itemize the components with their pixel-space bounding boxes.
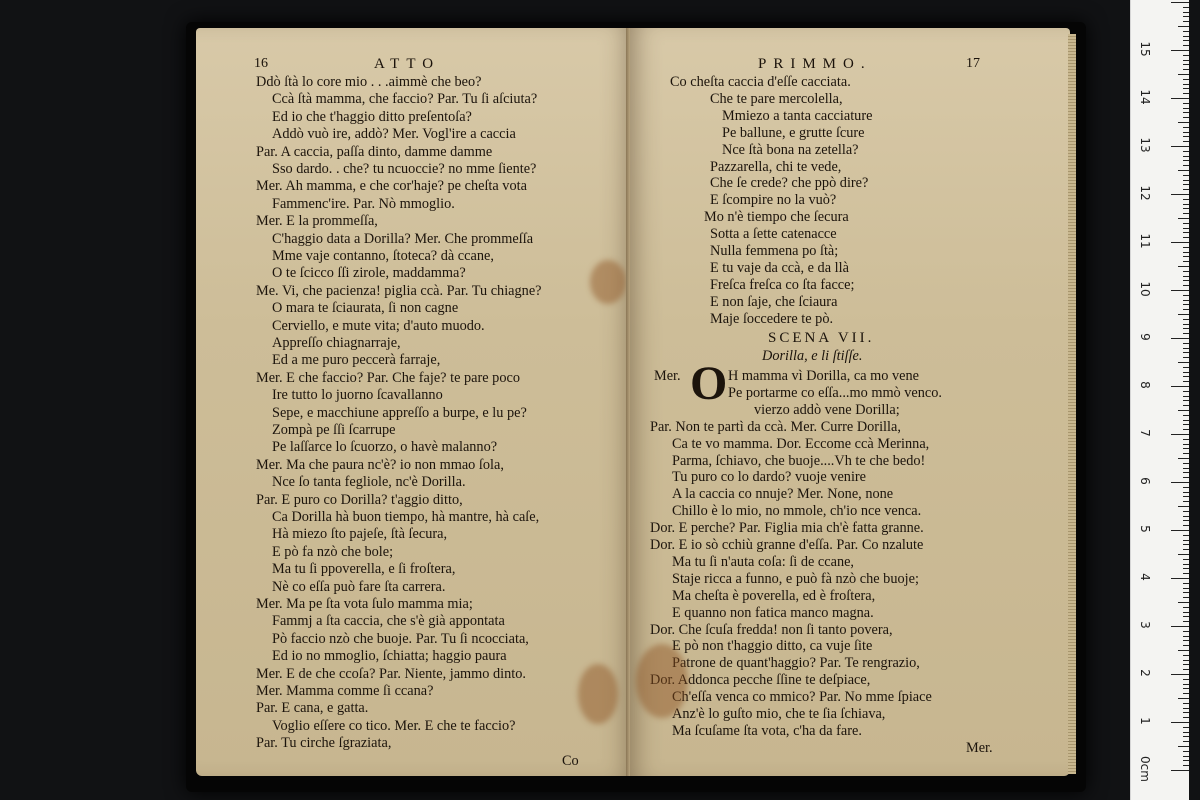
ruler-tick	[1183, 261, 1189, 262]
ruler-tick	[1183, 501, 1189, 502]
ruler-tick	[1183, 636, 1189, 637]
ruler-tick	[1183, 405, 1189, 406]
ruler-tick	[1183, 684, 1189, 685]
text-line: Ma cheſta è poverella, ed è froſtera,	[672, 587, 876, 604]
ruler-tick	[1183, 348, 1189, 349]
text-line: Appreſſo chiagnarraje,	[272, 335, 401, 351]
ruler-tick	[1178, 74, 1189, 75]
text-line: Patrone de quant'haggio? Par. Te rengrazio,	[672, 655, 920, 672]
ruler-tick	[1183, 223, 1189, 224]
text-line: Mer. Ah mamma, e che cor'haje? pe cheſta vota	[256, 178, 527, 195]
text-line: Anz'è lo guſto mio, che te ſia ſchiava,	[672, 706, 886, 722]
ruler-tick	[1183, 93, 1189, 94]
text-line: Ca Dorilla hà buon tiempo, hà mantre, hà caſe,	[272, 509, 540, 525]
ruler-tick	[1183, 616, 1189, 617]
ruler-tick	[1183, 271, 1189, 272]
ruler-tick	[1183, 108, 1189, 109]
ruler-tick	[1171, 530, 1189, 531]
right-running-head: PRIMMO.	[758, 56, 872, 72]
ruler-tick	[1183, 400, 1189, 401]
ruler-tick	[1183, 372, 1189, 373]
speaker-label: Mer.	[654, 368, 681, 384]
ruler-tick	[1171, 434, 1189, 435]
text-line: Mer. E che faccio? Par. Che faje? te pare poco	[256, 369, 520, 386]
ruler-tick	[1183, 760, 1189, 761]
ruler-number: 12	[1138, 185, 1152, 201]
text-line: Mer. Ma pe ſta vota ſulo mamma mia;	[256, 596, 473, 612]
ruler-tick	[1183, 588, 1189, 589]
ruler-number: 0cm	[1138, 756, 1152, 782]
text-line: Ddò ſtà lo core mio . . .aimmè che beo?	[256, 74, 482, 90]
ruler-tick	[1183, 463, 1189, 464]
ruler-tick	[1183, 516, 1189, 517]
text-line: Pe portarme co eſſa...mo mmò venco.	[728, 384, 942, 401]
ruler-tick	[1178, 410, 1189, 411]
ruler-tick	[1178, 458, 1189, 459]
ruler-tick	[1183, 328, 1189, 329]
stain	[590, 260, 626, 304]
ruler-tick	[1183, 141, 1189, 142]
ruler-tick	[1178, 266, 1189, 267]
text-line: Che te pare mercolella,	[710, 90, 843, 107]
ruler-tick	[1183, 45, 1189, 46]
ruler-tick	[1183, 132, 1189, 133]
ruler-tick	[1183, 472, 1189, 473]
ruler-tick	[1183, 237, 1189, 238]
right-page-number: 17	[966, 56, 980, 71]
text-line: Sso dardo. . che? tu ncuoccie? no mme ſiente?	[272, 161, 537, 177]
ruler-tick	[1183, 592, 1189, 593]
ruler-tick	[1183, 324, 1189, 325]
ruler-tick	[1183, 511, 1189, 512]
ruler-tick	[1183, 232, 1189, 233]
text-line: Zompà pe ſſi ſcarrupe	[272, 422, 396, 438]
text-line: E tu vaje da ccà, e da llà	[710, 259, 849, 276]
text-line: Cerviello, e mute vita; d'auto muodo.	[272, 317, 485, 334]
text-line: Addò vuò ire, addò? Mer. Vogl'ire a caccia	[272, 126, 516, 143]
measuring-ruler	[1130, 0, 1189, 800]
ruler-number: 14	[1138, 89, 1152, 105]
text-line: Ire tutto lo juorno ſcavallanno	[272, 387, 443, 404]
ruler-tick	[1183, 415, 1189, 416]
text-line: Hà miezo ſto pajeſe, ſtà ſecura,	[272, 526, 448, 543]
ruler-tick	[1183, 751, 1189, 752]
text-line: E ſcompire no la vuò?	[710, 192, 837, 209]
ruler-number: 8	[1138, 381, 1152, 389]
ruler-tick	[1183, 285, 1189, 286]
text-line: Par. E cana, e gatta.	[256, 700, 369, 717]
ruler-tick	[1183, 444, 1189, 445]
ruler-tick	[1183, 655, 1189, 656]
ruler-number: 5	[1138, 525, 1152, 533]
text-line: Freſca freſca co ſta facce;	[710, 276, 855, 293]
ruler-tick	[1183, 276, 1189, 277]
ruler-tick	[1183, 112, 1189, 113]
ruler-tick	[1183, 103, 1189, 104]
ruler-tick	[1183, 381, 1189, 382]
ruler-tick	[1171, 98, 1189, 99]
page-edge	[1068, 34, 1076, 774]
text-line: Pò faccio nzò che buoje. Par. Tu ſi ncocciata,	[272, 630, 529, 647]
ruler-tick	[1183, 727, 1189, 728]
ruler-tick	[1178, 218, 1189, 219]
text-line: Mer. E la prommeſſa,	[256, 213, 378, 230]
ruler-tick	[1183, 295, 1189, 296]
text-line: Mme vaje contanno, ſtoteca? dà ccane,	[272, 248, 494, 264]
ruler-tick	[1183, 247, 1189, 248]
ruler-tick	[1183, 612, 1189, 613]
text-line: O mara te ſciaurata, ſi non cagne	[272, 300, 459, 317]
ruler-number: 10	[1138, 281, 1152, 297]
ruler-tick	[1183, 367, 1189, 368]
drop-cap: O	[690, 357, 728, 410]
ruler-tick	[1178, 602, 1189, 603]
ruler-tick	[1183, 64, 1189, 65]
ruler-tick	[1183, 189, 1189, 190]
ruler-tick	[1183, 175, 1189, 176]
ruler-tick	[1183, 583, 1189, 584]
text-line: Par. E puro co Dorilla? t'aggio ditto,	[256, 491, 463, 508]
ruler-tick	[1183, 607, 1189, 608]
text-line: Me. Vi, che pacienza! piglia ccà. Par. Tu chiagne?	[256, 282, 542, 299]
ruler-tick	[1178, 698, 1189, 699]
ruler-tick	[1178, 122, 1189, 123]
ruler-tick	[1178, 554, 1189, 555]
ruler-tick	[1183, 732, 1189, 733]
ruler-tick	[1183, 180, 1189, 181]
ruler-tick	[1183, 151, 1189, 152]
ruler-tick	[1183, 645, 1189, 646]
stain	[578, 664, 618, 724]
ruler-tick	[1183, 468, 1189, 469]
text-line: Ed io no mmoglio, ſchiatta; haggio paura	[272, 648, 507, 665]
text-line: vierzo addò vene Dorilla;	[754, 401, 900, 418]
text-line: Ed a me puro peccerà farraje,	[272, 352, 441, 369]
text-line: Co cheſta caccia d'eſſe cacciata.	[670, 74, 851, 90]
ruler-tick	[1183, 88, 1189, 89]
text-line: H mamma vì Dorilla, ca mo vene	[728, 368, 919, 384]
ruler-tick	[1183, 597, 1189, 598]
ruler-tick	[1183, 573, 1189, 574]
ruler-tick	[1183, 741, 1189, 742]
ruler-tick	[1183, 280, 1189, 281]
ruler-tick	[1183, 60, 1189, 61]
text-line: Dor. Che ſcuſa fredda! non ſi tanto povera,	[650, 621, 893, 638]
ruler-tick	[1183, 496, 1189, 497]
text-line: Maje ſoccedere te pò.	[710, 310, 834, 327]
ruler-tick	[1183, 631, 1189, 632]
scene-title: SCENA VII.	[768, 330, 875, 346]
text-line: Che ſe crede? che ppò dire?	[710, 175, 869, 192]
text-line: Mer.	[966, 739, 993, 756]
text-line: O te ſcicco ſſi zirole, maddamma?	[272, 265, 466, 282]
ruler-tick	[1183, 69, 1189, 70]
ruler-tick	[1183, 184, 1189, 185]
ruler-tick	[1183, 319, 1189, 320]
ruler-tick	[1183, 7, 1189, 8]
text-line: Ma tu ſi n'auta coſa: ſi de ccane,	[672, 553, 855, 570]
ruler-tick	[1183, 549, 1189, 550]
stain	[636, 644, 688, 718]
text-line: Ca te vo mamma. Dor. Eccome ccà Merinna,	[672, 435, 930, 452]
ruler-tick	[1171, 242, 1189, 243]
left-page-number: 16	[254, 56, 268, 71]
ruler-tick	[1171, 290, 1189, 291]
text-line: Nce ſo tanta fegliole, nc'è Dorilla.	[272, 474, 466, 491]
ruler-tick	[1183, 199, 1189, 200]
text-line: Par. Non te partì da ccà. Mer. Curre Dorilla,	[650, 418, 901, 435]
text-line: Nulla femmena po ſtà;	[710, 243, 839, 259]
ruler-number: 6	[1138, 477, 1152, 485]
ruler-tick	[1183, 127, 1189, 128]
text-line: Ed io che t'haggio ditto preſentoſa?	[272, 108, 472, 125]
ruler-number: 4	[1138, 573, 1152, 581]
ruler-tick	[1183, 492, 1189, 493]
ruler-tick	[1183, 756, 1189, 757]
ruler-tick	[1178, 26, 1189, 27]
ruler-tick	[1183, 424, 1189, 425]
ruler-tick	[1183, 256, 1189, 257]
ruler-tick	[1183, 448, 1189, 449]
text-line: Ch'eſſa venca co mmico? Par. No mme ſpiace	[672, 689, 932, 706]
ruler-tick	[1183, 559, 1189, 560]
text-line: Ma ſcuſame ſta vota, c'ha da fare.	[672, 722, 862, 739]
text-line: Pe ballune, e grutte ſcure	[722, 124, 865, 141]
ruler-tick	[1183, 343, 1189, 344]
ruler-tick	[1171, 2, 1189, 3]
ruler-tick	[1183, 693, 1189, 694]
ruler-tick	[1183, 204, 1189, 205]
ruler-tick	[1183, 31, 1189, 32]
text-line: Tu puro co lo dardo? vuoje venire	[672, 469, 867, 486]
ruler-number: 3	[1138, 621, 1152, 629]
ruler-tick	[1178, 170, 1189, 171]
ruler-tick	[1183, 525, 1189, 526]
ruler-tick	[1183, 40, 1189, 41]
text-line: Pazzarella, chi te vede,	[710, 158, 842, 175]
text-line: Fammj a ſta caccia, che s'è già appontata	[272, 613, 505, 630]
ruler-tick	[1183, 717, 1189, 718]
ruler-tick	[1183, 664, 1189, 665]
ruler-tick	[1183, 487, 1189, 488]
ruler-number: 7	[1138, 429, 1152, 437]
ruler-tick	[1171, 578, 1189, 579]
ruler-tick	[1183, 736, 1189, 737]
ruler-tick	[1183, 420, 1189, 421]
ruler-tick	[1183, 453, 1189, 454]
left-page	[196, 28, 632, 776]
ruler-number: 9	[1138, 333, 1152, 341]
ruler-tick	[1183, 252, 1189, 253]
ruler-number: 11	[1138, 233, 1152, 249]
ruler-tick	[1183, 376, 1189, 377]
ruler-tick	[1183, 117, 1189, 118]
text-line: Par. A caccia, paſſa dinto, damme damme	[256, 143, 493, 160]
text-line: Par. Tu cirche ſgraziata,	[256, 735, 392, 752]
ruler-tick	[1183, 660, 1189, 661]
text-line: E quanno non fatica manco magna.	[672, 604, 874, 621]
right-page	[630, 28, 1070, 776]
ruler-tick	[1171, 770, 1189, 771]
ruler-tick	[1178, 506, 1189, 507]
ruler-tick	[1183, 79, 1189, 80]
ruler-tick	[1183, 708, 1189, 709]
left-running-head: ATTO	[374, 56, 441, 72]
text-line: Fammenc'ire. Par. Nò mmoglio.	[272, 195, 455, 212]
text-line: Dor. Addonca pecche ſſine te deſpiace,	[650, 672, 871, 689]
text-line: Staje ricca a funno, e può fà nzò che buoje;	[672, 570, 919, 587]
text-line: E pò fa nzò che bole;	[272, 543, 394, 560]
text-line: A la caccia co nnuje? Mer. None, none	[672, 486, 894, 503]
text-line: Chillo è lo mio, no mmole, ch'io nce venca.	[672, 503, 922, 520]
text-line: Voglio eſſere co tico. Mer. E che te faccio?	[272, 717, 516, 734]
ruler-tick	[1183, 564, 1189, 565]
ruler-number: 13	[1138, 137, 1152, 153]
ruler-tick	[1183, 703, 1189, 704]
ruler-tick	[1171, 146, 1189, 147]
ruler-tick	[1183, 477, 1189, 478]
ruler-tick	[1183, 333, 1189, 334]
text-line: Dor. E perche? Par. Figlia mia ch'è fatta granne.	[650, 520, 924, 537]
ruler-tick	[1183, 309, 1189, 310]
text-line: Sotta a ſette catenacce	[710, 226, 837, 243]
ruler-tick	[1171, 338, 1189, 339]
text-line: Mer. Ma che paura nc'è? io non mmao ſola,	[256, 456, 504, 473]
ruler-tick	[1171, 482, 1189, 483]
text-line: Mo n'è tiempo che ſecura	[704, 209, 849, 226]
ruler-tick	[1183, 429, 1189, 430]
ruler-tick	[1183, 136, 1189, 137]
ruler-tick	[1183, 679, 1189, 680]
ruler-tick	[1171, 674, 1189, 675]
ruler-tick	[1183, 352, 1189, 353]
ruler-tick	[1171, 194, 1189, 195]
ruler-tick	[1178, 650, 1189, 651]
ruler-tick	[1183, 621, 1189, 622]
ruler-tick	[1171, 722, 1189, 723]
ruler-tick	[1178, 746, 1189, 747]
ruler-tick	[1183, 669, 1189, 670]
ruler-tick	[1183, 21, 1189, 22]
ruler-tick	[1178, 314, 1189, 315]
text-line: Dor. E io sò cchiù granne d'eſſa. Par. Co nzalute	[650, 537, 924, 553]
text-line: Mmiezo a tanta cacciature	[722, 107, 873, 124]
scene-subtitle: Dorilla, e li ſtiſſe.	[762, 348, 863, 364]
ruler-tick	[1183, 36, 1189, 37]
ruler-tick	[1183, 765, 1189, 766]
ruler-tick	[1183, 84, 1189, 85]
text-line: Nce ſtà bona na zetella?	[722, 141, 859, 158]
ruler-tick	[1183, 12, 1189, 13]
text-line: C'haggio data a Dorilla? Mer. Che prommeſſa	[272, 230, 534, 247]
ruler-tick	[1183, 304, 1189, 305]
ruler-tick	[1183, 712, 1189, 713]
text-line: Pe laſſarce lo ſcuorzo, o havè malanno?	[272, 439, 498, 456]
text-line: E pò non t'haggio ditto, ca vuje ſite	[672, 638, 873, 655]
ruler-tick	[1183, 396, 1189, 397]
ruler-tick	[1171, 626, 1189, 627]
text-line: Parma, ſchiavo, che buoje....Vh te che bedo!	[672, 452, 926, 469]
text-line: Mer. E de che ccoſa? Par. Niente, jammo dinto.	[256, 665, 526, 682]
ruler-tick	[1183, 535, 1189, 536]
ruler-tick	[1183, 540, 1189, 541]
ruler-tick	[1183, 568, 1189, 569]
ruler-tick	[1183, 165, 1189, 166]
ruler-number: 1	[1138, 717, 1152, 725]
ruler-number: 15	[1138, 41, 1152, 57]
ruler-tick	[1183, 640, 1189, 641]
ruler-tick	[1178, 362, 1189, 363]
ruler-number: 2	[1138, 669, 1152, 677]
ruler-tick	[1183, 439, 1189, 440]
ruler-tick	[1183, 228, 1189, 229]
text-line: Nè co eſſa può fare ſta carrera.	[272, 578, 446, 595]
ruler-tick	[1183, 160, 1189, 161]
ruler-tick	[1183, 300, 1189, 301]
ruler-tick	[1183, 156, 1189, 157]
ruler-tick	[1183, 213, 1189, 214]
ruler-tick	[1171, 386, 1189, 387]
ruler-tick	[1183, 391, 1189, 392]
text-line: Ma tu ſi ppoverella, e ſi froſtera,	[272, 561, 456, 578]
ruler-tick	[1183, 16, 1189, 17]
ruler-tick	[1183, 688, 1189, 689]
text-line: Ccà ſtà mamma, che faccio? Par. Tu ſi aſciuta?	[272, 91, 538, 108]
ruler-tick	[1183, 544, 1189, 545]
ruler-tick	[1183, 55, 1189, 56]
text-line: E non ſaje, che ſciaura	[710, 293, 838, 310]
text-line: Sepe, e macchiune appreſſo a burpe, e lu pe?	[272, 404, 527, 421]
ruler-tick	[1183, 208, 1189, 209]
text-line: Mer. Mamma comme ſi ccana?	[256, 683, 434, 699]
ruler-tick	[1183, 357, 1189, 358]
ruler-tick	[1183, 520, 1189, 521]
text-line: Co	[562, 752, 579, 769]
ruler-tick	[1171, 50, 1189, 51]
